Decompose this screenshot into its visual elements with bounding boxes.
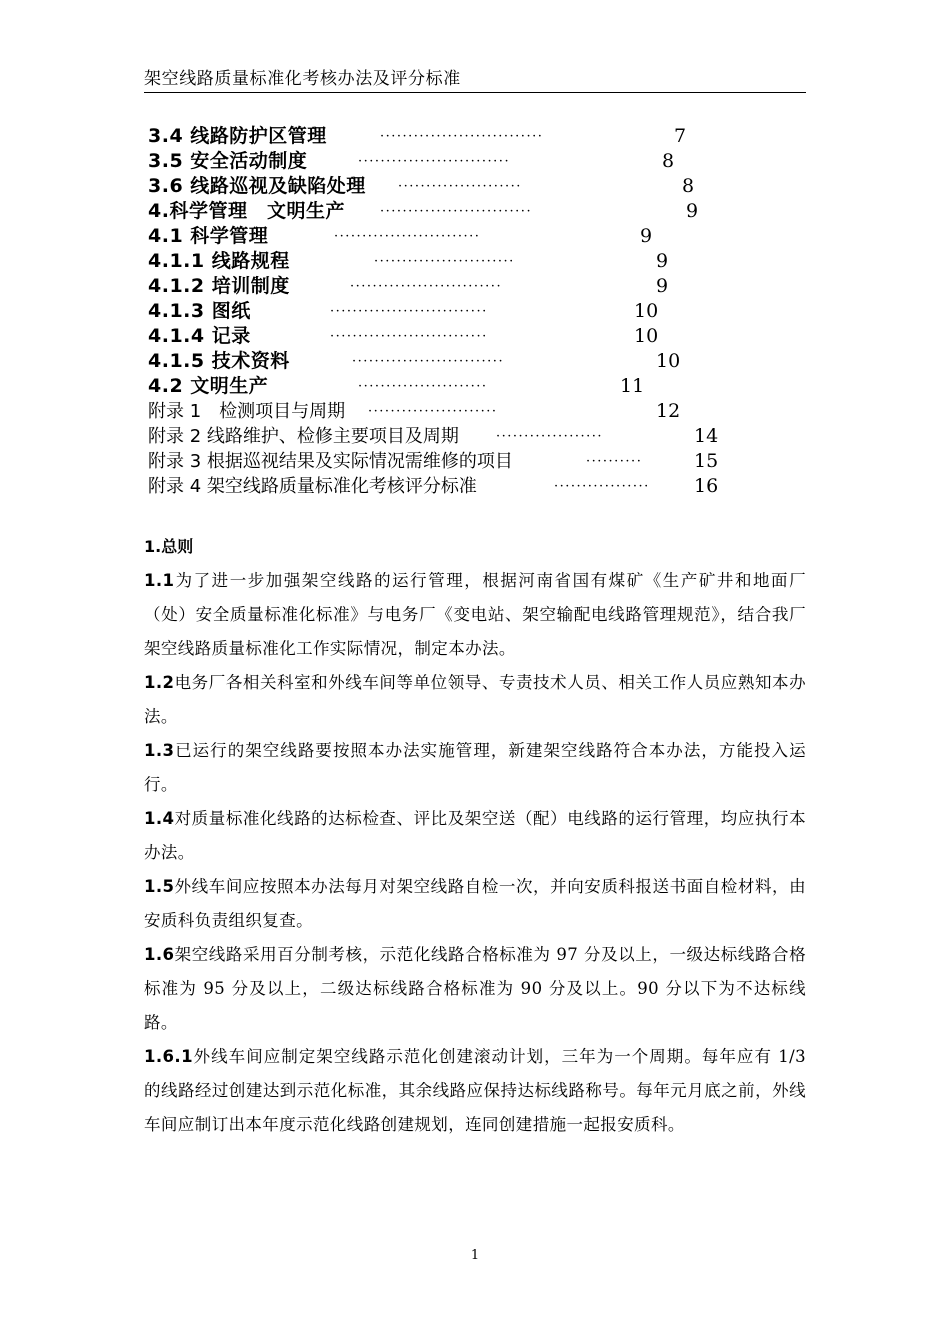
toc-entry-page: 16	[694, 475, 719, 497]
toc-entry-page: 10	[634, 300, 659, 322]
toc-entry-page: 10	[656, 350, 681, 372]
toc-entry-page: 7	[674, 125, 687, 147]
toc-entry	[148, 424, 788, 449]
toc-entry	[148, 249, 788, 274]
toc-entry-page: 10	[634, 325, 659, 347]
clause-number: 1.6.1	[144, 1047, 193, 1066]
toc-entry-page: 11	[620, 375, 645, 397]
body-section	[144, 530, 806, 1142]
toc-entry	[148, 349, 788, 374]
toc-entry-label: 3.6 线路巡视及缺陷处理	[148, 175, 366, 197]
clause-text: 外线车间应制定架空线路示范化创建滚动计划，三年为一个周期。每年应有 1/3 的线路经过创建达到示范化标准，其余线路应保持达标线路称号。每年元月底之前，外线车间应制订出本年度示范化线路创建规划，连同创建措施一起报安质科。	[144, 1047, 806, 1134]
page-number: 1	[470, 1248, 480, 1263]
toc-dot-leader: ···························	[358, 154, 511, 169]
clause-text: 电务厂各相关科室和外线车间等单位领导、专责技术人员、相关工作人员应熟知本办法。	[144, 673, 806, 726]
toc-entry-page: 14	[694, 425, 719, 447]
clause-text: 架空线路采用百分制考核，示范化线路合格标准为 97 分及以上，一级达标线路合格标准为 95 分及以上，二级达标线路合格标准为 90 分及以上。90 分以下为不达标线路。	[144, 945, 806, 1032]
toc-entry-label: 4.1.5 技术资料	[148, 350, 290, 372]
clause-text: 已运行的架空线路要按照本办法实施管理，新建架空线路符合本办法，方能投入运行。	[144, 741, 806, 794]
clause-number: 1.5	[144, 877, 175, 896]
toc-entry-label: 4.1.4 记录	[148, 325, 251, 347]
toc-dot-leader: ···························	[350, 279, 503, 294]
clause-number: 1.6	[144, 945, 175, 964]
toc-entry-label: 3.4 线路防护区管理	[148, 125, 327, 147]
toc-entry	[148, 449, 788, 474]
toc-dot-leader: ·························	[374, 254, 515, 269]
toc-dot-leader: ······················	[398, 179, 522, 194]
clause-paragraph	[144, 1040, 806, 1142]
toc-entry	[148, 224, 788, 249]
toc-dot-leader: ····························	[330, 329, 488, 344]
toc-entry	[148, 324, 788, 349]
clause-paragraph	[144, 938, 806, 1040]
toc-entry-label: 附录 1 检测项目与周期	[148, 401, 346, 422]
toc-entry-page: 15	[694, 450, 719, 472]
toc-dot-leader: ·······················	[368, 404, 498, 419]
toc-entry-label: 4.1 科学管理	[148, 225, 269, 247]
toc-dot-leader: ·····························	[380, 129, 544, 144]
clause-paragraph	[144, 564, 806, 666]
toc-entry	[148, 199, 788, 224]
page-header	[144, 64, 806, 93]
toc-dot-leader: ···························	[380, 204, 533, 219]
toc-dot-leader: ····························	[330, 304, 488, 319]
toc-entry-label: 4.2 文明生产	[148, 375, 269, 397]
clause-text: 外线车间应按照本办法每月对架空线路自检一次，并向安质科报送书面自检材料，由安质科负责组织复查。	[144, 877, 806, 930]
toc-entry-label: 4.1.1 线路规程	[148, 250, 290, 272]
toc-entry-page: 8	[682, 175, 695, 197]
toc-entry	[148, 149, 788, 174]
toc-entry-page: 8	[662, 150, 675, 172]
toc-entry-label: 4.科学管理 文明生产	[148, 200, 345, 222]
toc-dot-leader: ·················	[554, 479, 650, 494]
toc-entry-page: 9	[686, 200, 699, 222]
toc-entry	[148, 474, 788, 499]
toc-dot-leader: ··········	[586, 454, 643, 469]
clause-paragraph	[144, 802, 806, 870]
toc-entry-label: 4.1.3 图纸	[148, 300, 251, 322]
section-heading: 1.总则	[144, 537, 194, 556]
toc-entry-page: 9	[640, 225, 653, 247]
toc-entry	[148, 274, 788, 299]
clause-number: 1.1	[144, 571, 175, 590]
clause-paragraph	[144, 734, 806, 802]
toc-entry	[148, 174, 788, 199]
toc-entry-page: 9	[656, 250, 669, 272]
toc-entry	[148, 299, 788, 324]
toc-entry-page: 9	[656, 275, 669, 297]
toc-entry-label: 附录 4 架空线路质量标准化考核评分标准	[148, 476, 477, 497]
toc-dot-leader: ··························	[334, 229, 481, 244]
clause-text: 对质量标准化线路的达标检查、评比及架空送（配）电线路的运行管理，均应执行本办法。	[144, 809, 806, 862]
clause-paragraph	[144, 870, 806, 938]
toc-entry-label: 附录 2 线路维护、检修主要项目及周期	[148, 426, 459, 447]
clause-number: 1.2	[144, 673, 175, 692]
toc-entry-page: 12	[656, 400, 681, 422]
toc-dot-leader: ···················	[496, 429, 604, 444]
toc-entry	[148, 374, 788, 399]
clause-number: 1.3	[144, 741, 175, 760]
toc-entry-label: 4.1.2 培训制度	[148, 275, 290, 297]
clause-paragraph	[144, 666, 806, 734]
toc-entry-label: 3.5 安全活动制度	[148, 150, 308, 172]
clause-text: 为了进一步加强架空线路的运行管理，根据河南省国有煤矿《生产矿井和地面厂（处）安全质量标准化标准》与电务厂《变电站、架空输配电线路管理规范》，结合我厂架空线路质量标准化工作实际情况，制定本办法。	[144, 571, 806, 658]
toc-dot-leader: ·······················	[358, 379, 488, 394]
toc-entry-label: 附录 3 根据巡视结果及实际情况需维修的项目	[148, 451, 513, 472]
header-title: 架空线路质量标准化考核办法及评分标准	[144, 69, 461, 89]
table-of-contents	[148, 124, 788, 499]
toc-entry	[148, 124, 788, 149]
clause-number: 1.4	[144, 809, 175, 828]
toc-entry	[148, 399, 788, 424]
toc-dot-leader: ···························	[352, 354, 505, 369]
paragraph-list	[144, 564, 806, 1142]
